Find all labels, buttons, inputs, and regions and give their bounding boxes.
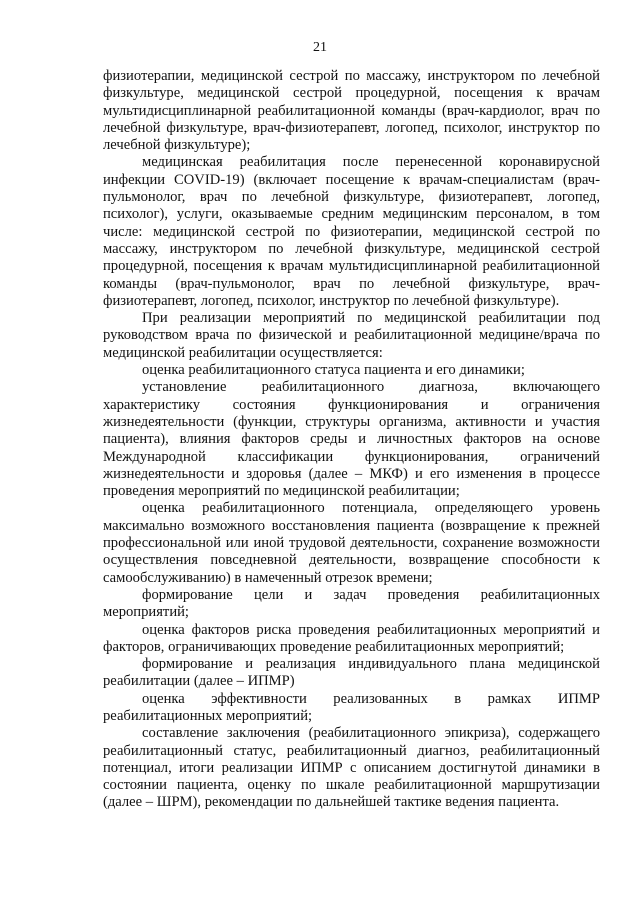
paragraph: медицинская реабилитация после перенесенной коронавирусной инфекции COVID-19) (включает посещение к врачам-специалистам (врач-пульмонолог, врач по лечебной физкультуре, физиотерапевт, логопед, психолог), услуги, оказываемые средним медицинским персоналом, в том числе: медицинской сестрой по физиотерапии, медицинской сестрой по массажу, инструктором по лечебной физкультуре, медицинской сестрой процедурной, посещения к врачам мультидисциплинарной реабилитационной команды (врач-пульмонолог, врач по лечебной физкультуре, врач-физиотерапевт, логопед, психолог, инструктор по лечебной физкультуре). — [103, 154, 600, 309]
paragraph: формирование и реализация индивидуального плана медицинской реабилитации (далее – ИПМР) — [103, 656, 600, 690]
paragraph: При реализации мероприятий по медицинской реабилитации под руководством врача по физической и реабилитационной медицине/врача по медицинской реабилитации осуществляется: — [103, 310, 600, 361]
paragraph: оценка реабилитационного потенциала, определяющего уровень максимально возможного восстановления пациента (возвращение к прежней профессиональной или иной трудовой деятельности, сохранение возможности осуществления повседневной деятельности, возвращение способности к самообслуживанию) в намеченный отрезок времени; — [103, 500, 600, 586]
paragraph: оценка эффективности реализованных в рамках ИПМР реабилитационных мероприятий; — [103, 690, 600, 724]
paragraph: формирование цели и задач проведения реабилитационных мероприятий; — [103, 586, 600, 621]
document-body — [103, 68, 600, 812]
paragraph: составление заключения (реабилитационного эпикриза), содержащего реабилитационный статус, реабилитационный диагноз, реабилитационный потенциал, итоги реализации ИПМР с описанием достигнутой динамики в состоянии пациента, оценку по шкале реабилитационной маршрутизации (далее – ШРМ), рекомендации по дальнейшей тактике ведения пациента. — [103, 725, 600, 811]
paragraph: оценка факторов риска проведения реабилитационных мероприятий и факторов, ограничивающих проведение реабилитационных мероприятий; — [103, 621, 600, 655]
page-number: 21 — [313, 40, 327, 55]
paragraph: установление реабилитационного диагноза, включающего характеристику состояния функционирования и ограничения жизнедеятельности (функции, структуры организма, активности и участия пациента), влияния факторов среды и личностных факторов на основе Международной классификации функционирования, ограничений жизнедеятельности и здоровья (далее – МКФ) и его изменения в процессе проведения мероприятий по медицинской реабилитации; — [103, 379, 600, 500]
paragraph: физиотерапии, медицинской сестрой по массажу, инструктором по лечебной физкультуре, медицинской сестрой процедурной, посещения к врачам мультидисциплинарной реабилитационной команды (врач-кардиолог, врач по лечебной физкультуре, врач-физиотерапевт, логопед, психолог, инструктор по лечебной физкультуре); — [103, 68, 600, 154]
paragraph: оценка реабилитационного статуса пациента и его динамики; — [142, 362, 525, 379]
